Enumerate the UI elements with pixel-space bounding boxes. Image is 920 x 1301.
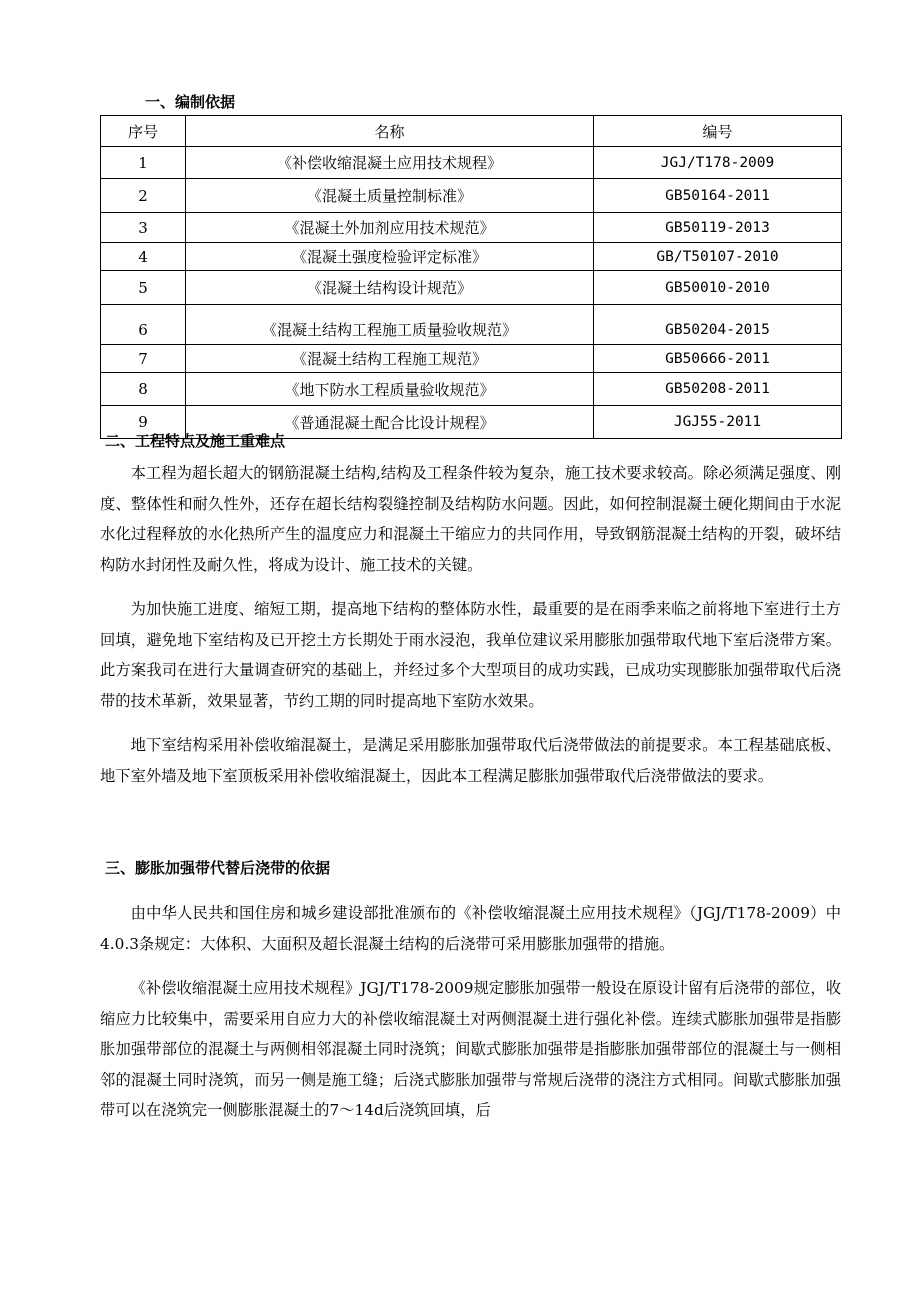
row-number: 9 [101,406,186,439]
row-code: GB50666-2011 [594,345,842,373]
section-1-title: 一、编制依据 [145,93,236,111]
row-number: 3 [101,213,186,243]
row-number: 4 [101,243,186,271]
row-number: 6 [101,305,186,345]
row-name: 《普通混凝土配合比设计规程》 [186,406,594,439]
table-row [101,243,842,271]
paragraph: 地下室结构采用补偿收缩混凝土，是满足采用膨胀加强带取代后浇带做法的前提要求。本工程基础底板、地下室外墙及地下室顶板采用补偿收缩混凝土，因此本工程满足膨胀加强带取代后浇带做法的要求。 [100,736,841,785]
row-code: GB50204-2015 [594,305,842,345]
table-row [101,373,842,406]
row-name: 《混凝土结构工程施工规范》 [186,345,594,373]
section-3-body [100,898,841,1126]
row-name: 《地下防水工程质量验收规范》 [186,373,594,406]
row-number: 5 [101,271,186,305]
row-code: GB50119-2013 [594,213,842,243]
row-code: JGJ55-2011 [594,406,842,439]
table-row [101,147,842,179]
section-2-body [100,458,841,791]
table-row [101,271,842,305]
row-code: GB50010-2010 [594,271,842,305]
row-number: 1 [101,147,186,179]
row-name: 《补偿收缩混凝土应用技术规程》 [186,147,594,179]
row-code: JGJ/T178-2009 [594,147,842,179]
reference-standards-table [100,115,842,439]
row-code: GB50208-2011 [594,373,842,406]
table-row [101,179,842,213]
header-name: 名称 [186,116,594,147]
row-name: 《混凝土强度检验评定标准》 [186,243,594,271]
row-name: 《混凝土结构工程施工质量验收规范》 [186,305,594,345]
paragraph: 本工程为超长超大的钢筋混凝土结构,结构及工程条件较为复杂，施工技术要求较高。除必须满足强度、刚度、整体性和耐久性外，还存在超长结构裂缝控制及结构防水问题。因此，如何控制混凝土硬化期间由于水泥水化过程释放的水化热所产生的温度应力和混凝土干缩应力的共同作用，导致钢筋混凝土结构的开裂，破坏结构防水封闭性及耐久性，将成为设计、施工技术的关键。 [100,464,841,574]
row-name: 《混凝土质量控制标准》 [186,179,594,213]
section-2-title: 二、工程特点及施工重难点 [105,432,286,450]
row-name: 《混凝土结构设计规范》 [186,271,594,305]
row-number: 8 [101,373,186,406]
table-row [101,213,842,243]
section-3-title: 三、膨胀加强带代替后浇带的依据 [105,859,331,877]
header-code: 编号 [594,116,842,147]
row-code: GB/T50107-2010 [594,243,842,271]
row-name: 《混凝土外加剂应用技术规范》 [186,213,594,243]
paragraph: 由中华人民共和国住房和城乡建设部批准颁布的《补偿收缩混凝土应用技术规程》（JGJ/T178-2009）中4.0.3条规定：大体积、大面积及超长混凝土结构的后浇带可采用膨胀加强带的措施。 [100,904,841,953]
row-number: 7 [101,345,186,373]
row-code: GB50164-2011 [594,179,842,213]
paragraph: 为加快施工进度、缩短工期，提高地下结构的整体防水性，最重要的是在雨季来临之前将地下室进行土方回填，避免地下室结构及已开挖土方长期处于雨水浸泡，我单位建议采用膨胀加强带取代地下室后浇带方案。此方案我司在进行大量调查研究的基础上，并经过多个大型项目的成功实践，已成功实现膨胀加强带取代后浇带的技术革新，效果显著，节约工期的同时提高地下室防水效果。 [100,600,841,710]
table-header-row [101,116,842,147]
table-row [101,345,842,373]
paragraph: 《补偿收缩混凝土应用技术规程》JGJ/T178-2009规定膨胀加强带一般设在原设计留有后浇带的部位，收缩应力比较集中，需要采用自应力大的补偿收缩混凝土对两侧混凝土进行强化补偿。连续式膨胀加强带是指膨胀加强带部位的混凝土与两侧相邻混凝土同时浇筑；间歇式膨胀加强带是指膨胀加强带部位的混凝土与一侧相邻的混凝土同时浇筑，而另一侧是施工缝；后浇式膨胀加强带与常规后浇带的浇注方式相同。间歇式膨胀加强带可以在浇筑完一侧膨胀混凝土的7～14d后浇筑回填，后 [100,979,841,1119]
row-number: 2 [101,179,186,213]
table-row [101,305,842,345]
header-number: 序号 [101,116,186,147]
